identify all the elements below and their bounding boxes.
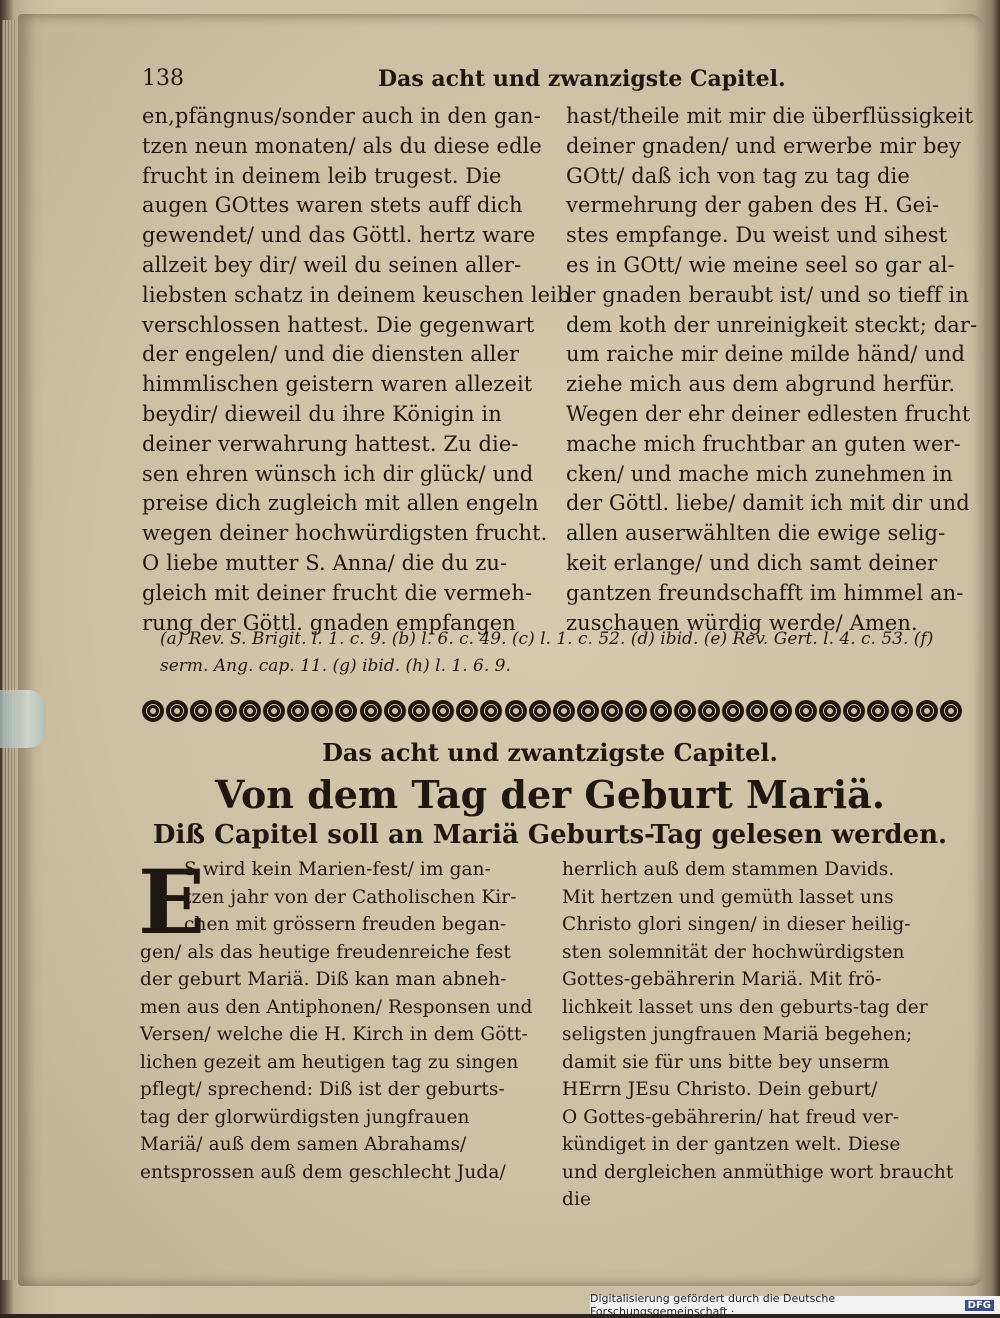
rosette-ornament-icon	[263, 700, 285, 722]
body-text-line: S wird kein Marien-fest/ im gan-	[184, 859, 492, 880]
footer-bar	[590, 1292, 1000, 1318]
body-text-line: chen mit grössern freuden began-	[184, 914, 507, 935]
text-line: um raiche mir deine milde händ/ und	[566, 342, 965, 367]
body-text-line: gen/ als das heutige freudenreiche fest	[140, 941, 511, 963]
body-text-line: Mit hertzen und gemüth lasset uns	[562, 886, 894, 908]
text-line: ler gnaden beraubt ist/ und so tieff in	[566, 282, 969, 307]
body-text-line: Christo glori singen/ in dieser heilig-	[562, 914, 911, 935]
ornament-border	[142, 700, 962, 728]
chapter-title: Von dem Tag der Geburt Mariä.	[214, 772, 886, 817]
text-line: ziehe mich aus dem abgrund herfür.	[566, 372, 956, 397]
body-text-line: entsprossen auß dem geschlecht Juda/	[140, 1161, 506, 1183]
rosette-ornament-icon	[215, 700, 237, 722]
body-text-line: die	[562, 1189, 592, 1210]
footnotes	[160, 626, 960, 680]
text-line: O liebe mutter S. Anna/ die du zu-	[142, 550, 508, 575]
rosette-ornament-icon	[239, 700, 261, 722]
body-text-line: und dergleichen anmüthige wort braucht	[562, 1161, 954, 1183]
body-text-line: Gottes-gebährerin Mariä. Mit frö-	[562, 969, 882, 990]
text-line: allen auserwählten die ewige selig-	[566, 521, 946, 546]
body-text-line: Versen/ welche die H. Kirch in dem Gött-	[140, 1024, 528, 1045]
rosette-ornament-icon	[698, 700, 720, 722]
rosette-ornament-icon	[916, 700, 938, 722]
body-text-line: pflegt/ sprechend: Diß ist der geburts-	[140, 1079, 505, 1100]
rosette-ornament-icon	[891, 700, 913, 722]
text-line: cken/ und mache mich zunehmen in	[566, 461, 953, 486]
rosette-ornament-icon	[480, 700, 502, 722]
text-line: allzeit bey dir/ weil du seinen aller-	[142, 252, 522, 277]
body-text-line: tzen jahr von der Catholischen Kir-	[184, 886, 517, 908]
text-line: frucht in deinem leib trugest. Die	[142, 163, 502, 188]
column-left	[142, 102, 571, 638]
text-line: der engelen/ und die diensten aller	[142, 342, 520, 367]
page-number: 138	[142, 66, 184, 91]
rosette-ornament-icon	[287, 700, 309, 722]
text-line: gewendet/ und das Göttl. hertz ware	[142, 223, 536, 248]
body-text-line: kündiget in der gantzen welt. Diese	[562, 1134, 901, 1155]
text-line: augen GOttes waren stets auff dich	[142, 193, 523, 218]
rosette-ornament-icon	[505, 700, 527, 722]
chapter-label: Das acht und zwantzigste Capitel.	[322, 738, 778, 767]
running-head-title: Das acht und zwanzigste Capitel.	[378, 66, 786, 92]
text-line: sen ehren wünsch ich dir glück/ und	[142, 461, 534, 486]
rosette-ornament-icon	[360, 700, 382, 722]
rosette-ornament-icon	[867, 700, 889, 722]
footnote-line: (a) Rev. S. Brigit. l. 1. c. 9. (b) l. 6. c. 49. (c) l. 1. c. 52. (d) ibid. (e) Rev. Gert. l. 4. c. 53. (f)	[160, 629, 934, 649]
rosette-ornament-icon	[843, 700, 865, 722]
text-line: der Göttl. liebe/ damit ich mit dir und	[566, 491, 970, 516]
body-column-left	[140, 856, 554, 1186]
body-text-line: damit sie für uns bitte bey unserm	[562, 1051, 890, 1073]
body-text-line: tag der glorwürdigsten jungfrauen	[140, 1106, 470, 1128]
rosette-ornament-icon	[553, 700, 575, 722]
text-line: beydir/ dieweil du ihre Königin in	[142, 401, 502, 426]
body-text-line: lichen gezeit am heutigen tag zu singen	[140, 1051, 519, 1073]
rosette-ornament-icon	[819, 700, 841, 722]
text-line: vermehrung der gaben des H. Gei-	[566, 193, 940, 218]
text-line: preise dich zugleich mit allen engeln	[142, 491, 539, 516]
text-line: keit erlange/ und dich samt deiner	[566, 550, 938, 575]
rosette-ornament-icon	[408, 700, 430, 722]
text-line: gantzen freundschafft im himmel an-	[566, 580, 964, 605]
text-line: es in GOtt/ wie meine seel so gar al-	[566, 252, 955, 277]
rosette-ornament-icon	[746, 700, 768, 722]
rosette-ornament-icon	[601, 700, 623, 722]
footer-text: Digitalisierung gefördert durch die Deutsche Forschungsgemeinschaft ·	[590, 1292, 836, 1318]
dfg-logo: DFG	[965, 1300, 994, 1311]
rosette-ornament-icon	[625, 700, 647, 722]
text-line: gleich mit deiner frucht die vermeh-	[142, 580, 533, 605]
text-line: wegen deiner hochwürdigsten frucht.	[142, 521, 548, 546]
body-text-line: O Gottes-gebährerin/ hat freud ver-	[562, 1106, 900, 1128]
text-line: deiner verwahrung hattest. Zu die-	[142, 431, 519, 456]
body-text-line: lichkeit lasset uns den geburts-tag der	[562, 996, 928, 1018]
footnote-line: serm. Ang. cap. 11. (g) ibid. (h) l. 1. 6. 9.	[160, 656, 511, 676]
text-line: liebsten schatz in deinem keuschen leib	[142, 282, 571, 307]
body-text-line: der geburt Mariä. Diß kan man abneh-	[140, 969, 507, 990]
column-right	[566, 102, 978, 638]
text-line: deiner gnaden/ und erwerbe mir bey	[566, 133, 961, 158]
rosette-ornament-icon	[722, 700, 744, 722]
rosette-ornament-icon	[190, 700, 212, 722]
text-line: tzen neun monaten/ als du diese edle	[142, 133, 542, 158]
text-line: verschlossen hattest. Die gegenwart	[142, 312, 535, 337]
body-text-line: HErrn JEsu Christo. Dein geburt/	[562, 1079, 878, 1100]
rosette-ornament-icon	[577, 700, 599, 722]
text-line: stes empfange. Du weist und sihest	[566, 223, 948, 248]
page-edges	[2, 20, 16, 1280]
body-text-line: seligsten jungfrauen Mariä begehen;	[562, 1024, 913, 1045]
text-line: Wegen der ehr deiner edlesten frucht	[566, 401, 971, 426]
rosette-ornament-icon	[770, 700, 792, 722]
text-line: himmlischen geistern waren allezeit	[142, 372, 533, 397]
text-line: en,pfängnus/sonder auch in den gan-	[142, 104, 541, 128]
rosette-ornament-icon	[384, 700, 406, 722]
drop-cap: E	[138, 850, 206, 954]
rosette-ornament-icon	[142, 700, 164, 722]
rosette-ornament-icon	[335, 700, 357, 722]
text-line: mache mich fruchtbar an guten wer-	[566, 431, 961, 456]
text-line: dem koth der unreinigkeit steckt; dar-	[566, 312, 978, 337]
body-column-right	[562, 856, 962, 1214]
rosette-ornament-icon	[650, 700, 672, 722]
text-line: GOtt/ daß ich von tag zu tag die	[566, 163, 910, 188]
rosette-ornament-icon	[795, 700, 817, 722]
body-text-line: herrlich auß dem stammen Davids.	[562, 859, 895, 880]
rosette-ornament-icon	[166, 700, 188, 722]
rosette-ornament-icon	[311, 700, 333, 722]
chapter-note: Diß Capitel soll an Mariä Geburts-Tag gelesen werden.	[152, 820, 948, 850]
text-line: zuschauen würdig werde/ Amen.	[566, 610, 918, 635]
rosette-ornament-icon	[674, 700, 696, 722]
body-text-line: sten solemnität der hochwürdigsten	[562, 941, 905, 963]
body-text-line: Mariä/ auß dem samen Abrahams/	[140, 1134, 467, 1155]
rosette-ornament-icon	[940, 700, 962, 722]
rosette-ornament-icon	[529, 700, 551, 722]
running-head	[142, 64, 962, 98]
rosette-ornament-icon	[432, 700, 454, 722]
text-line: rung der Göttl. gnaden empfangen	[142, 610, 516, 635]
rosette-ornament-icon	[456, 700, 478, 722]
body-text-line: men aus den Antiphonen/ Responsen und	[140, 996, 533, 1018]
text-line: hast/theile mit mir die überflüssigkeit	[566, 104, 973, 128]
